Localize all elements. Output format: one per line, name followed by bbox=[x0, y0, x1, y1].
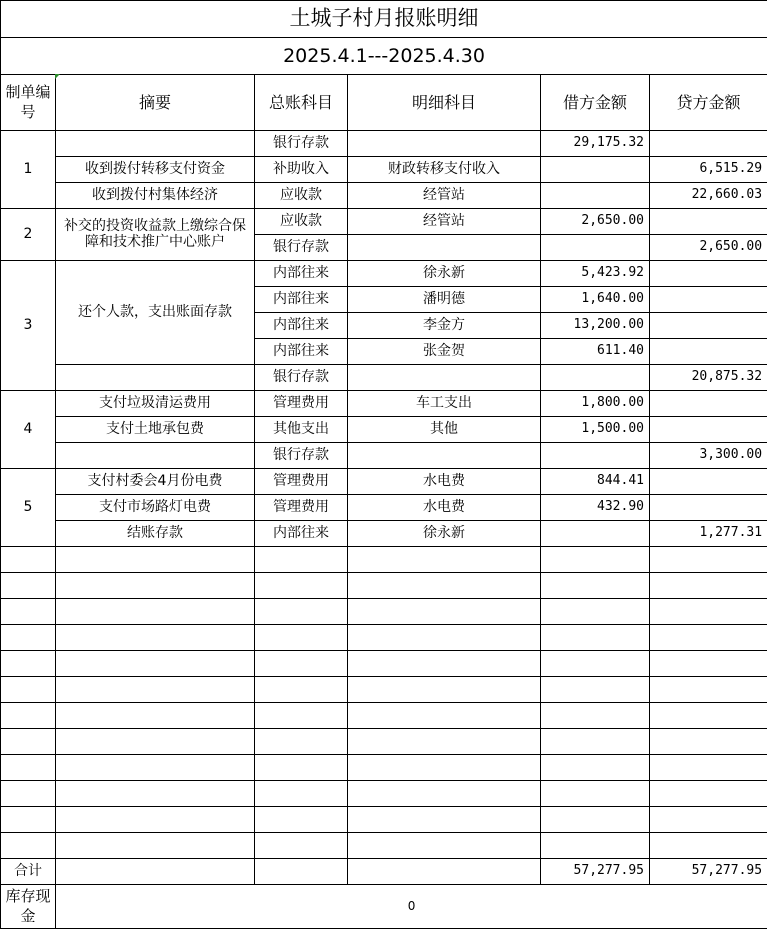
credit-cell bbox=[650, 391, 767, 417]
voucher-number: 2 bbox=[1, 209, 56, 261]
credit-cell: 22,660.03 bbox=[650, 183, 767, 209]
header-credit: 贷方金额 bbox=[650, 75, 767, 131]
account-cell: 管理费用 bbox=[255, 469, 348, 495]
empty-row bbox=[1, 833, 767, 859]
summary-cell: 支付土地承包费 bbox=[56, 417, 255, 443]
detail-cell: 水电费 bbox=[348, 469, 541, 495]
summary-cell: 收到拨付转移支付资金 bbox=[56, 157, 255, 183]
summary-cell bbox=[56, 131, 255, 157]
credit-cell: 6,515.29 bbox=[650, 157, 767, 183]
summary-cell bbox=[56, 443, 255, 469]
debit-cell: 1,640.00 bbox=[541, 287, 650, 313]
debit-cell: 844.41 bbox=[541, 469, 650, 495]
empty-row bbox=[1, 651, 767, 677]
debit-cell: 13,200.00 bbox=[541, 313, 650, 339]
table-row bbox=[1, 443, 767, 469]
table-row bbox=[1, 209, 767, 235]
table-row bbox=[1, 417, 767, 443]
voucher-number: 5 bbox=[1, 469, 56, 547]
detail-cell bbox=[348, 443, 541, 469]
table-row bbox=[1, 521, 767, 547]
debit-cell bbox=[541, 157, 650, 183]
credit-cell bbox=[650, 261, 767, 287]
detail-cell bbox=[348, 365, 541, 391]
total-row bbox=[1, 859, 767, 885]
total-debit: 57,277.95 bbox=[541, 859, 650, 885]
credit-cell bbox=[650, 313, 767, 339]
empty-row bbox=[1, 599, 767, 625]
detail-cell: 李金方 bbox=[348, 313, 541, 339]
summary-cell: 收到拨付村集体经济 bbox=[56, 183, 255, 209]
header-account: 总账科目 bbox=[255, 75, 348, 131]
summary-cell bbox=[56, 365, 255, 391]
debit-cell bbox=[541, 521, 650, 547]
debit-cell bbox=[541, 183, 650, 209]
summary-cell: 结账存款 bbox=[56, 521, 255, 547]
account-cell: 银行存款 bbox=[255, 443, 348, 469]
debit-cell: 1,500.00 bbox=[541, 417, 650, 443]
account-cell: 银行存款 bbox=[255, 365, 348, 391]
total-label: 合计 bbox=[1, 859, 56, 885]
empty-row bbox=[1, 677, 767, 703]
empty-row bbox=[1, 573, 767, 599]
detail-cell: 徐永新 bbox=[348, 521, 541, 547]
account-cell: 管理费用 bbox=[255, 391, 348, 417]
cell-comment-marker bbox=[55, 74, 60, 79]
account-cell: 银行存款 bbox=[255, 131, 348, 157]
account-cell: 应收款 bbox=[255, 209, 348, 235]
credit-cell bbox=[650, 339, 767, 365]
detail-cell: 车工支出 bbox=[348, 391, 541, 417]
header-summary: 摘要 bbox=[56, 75, 255, 131]
voucher-number: 3 bbox=[1, 261, 56, 391]
detail-cell: 潘明德 bbox=[348, 287, 541, 313]
credit-cell bbox=[650, 495, 767, 521]
debit-cell: 29,175.32 bbox=[541, 131, 650, 157]
debit-cell: 432.90 bbox=[541, 495, 650, 521]
credit-cell bbox=[650, 131, 767, 157]
credit-cell: 1,277.31 bbox=[650, 521, 767, 547]
cash-row bbox=[1, 885, 767, 929]
detail-cell bbox=[348, 235, 541, 261]
credit-cell bbox=[650, 417, 767, 443]
voucher-number: 1 bbox=[1, 131, 56, 209]
detail-cell: 经管站 bbox=[348, 209, 541, 235]
debit-cell bbox=[541, 365, 650, 391]
header-detail: 明细科目 bbox=[348, 75, 541, 131]
credit-cell: 20,875.32 bbox=[650, 365, 767, 391]
credit-cell: 3,300.00 bbox=[650, 443, 767, 469]
debit-cell: 611.40 bbox=[541, 339, 650, 365]
account-cell: 内部往来 bbox=[255, 339, 348, 365]
voucher-number: 4 bbox=[1, 391, 56, 469]
table-row bbox=[1, 391, 767, 417]
empty-row bbox=[1, 703, 767, 729]
account-cell: 银行存款 bbox=[255, 235, 348, 261]
table-row bbox=[1, 157, 767, 183]
detail-cell bbox=[348, 131, 541, 157]
account-cell: 内部往来 bbox=[255, 261, 348, 287]
credit-cell: 2,650.00 bbox=[650, 235, 767, 261]
detail-cell: 经管站 bbox=[348, 183, 541, 209]
table-row bbox=[1, 183, 767, 209]
detail-cell: 其他 bbox=[348, 417, 541, 443]
detail-cell: 张金贺 bbox=[348, 339, 541, 365]
credit-cell bbox=[650, 287, 767, 313]
summary-cell: 补交的投资收益款上缴综合保障和技术推广中心账户 bbox=[56, 209, 255, 261]
table-row bbox=[1, 495, 767, 521]
debit-cell: 2,650.00 bbox=[541, 209, 650, 235]
credit-cell bbox=[650, 469, 767, 495]
debit-cell bbox=[541, 443, 650, 469]
summary-cell: 还个人款，支出账面存款 bbox=[56, 261, 255, 365]
header-debit: 借方金额 bbox=[541, 75, 650, 131]
empty-row bbox=[1, 807, 767, 833]
account-cell: 补助收入 bbox=[255, 157, 348, 183]
summary-cell: 支付垃圾清运费用 bbox=[56, 391, 255, 417]
empty-row bbox=[1, 755, 767, 781]
account-cell: 应收款 bbox=[255, 183, 348, 209]
debit-cell bbox=[541, 235, 650, 261]
debit-cell: 5,423.92 bbox=[541, 261, 650, 287]
table-row bbox=[1, 469, 767, 495]
table-row bbox=[1, 261, 767, 287]
cash-value: 0 bbox=[56, 885, 767, 929]
account-cell: 其他支出 bbox=[255, 417, 348, 443]
empty-row bbox=[1, 781, 767, 807]
summary-cell: 支付市场路灯电费 bbox=[56, 495, 255, 521]
total-credit: 57,277.95 bbox=[650, 859, 767, 885]
table-row bbox=[1, 131, 767, 157]
credit-cell bbox=[650, 209, 767, 235]
header-voucher: 制单编号 bbox=[1, 75, 56, 131]
account-cell: 管理费用 bbox=[255, 495, 348, 521]
empty-row bbox=[1, 729, 767, 755]
account-cell: 内部往来 bbox=[255, 287, 348, 313]
empty-row bbox=[1, 625, 767, 651]
cash-label: 库存现金 bbox=[1, 885, 56, 929]
period-range: 2025.4.1---2025.4.30 bbox=[1, 38, 767, 75]
account-cell: 内部往来 bbox=[255, 521, 348, 547]
account-cell: 内部往来 bbox=[255, 313, 348, 339]
table-row bbox=[1, 365, 767, 391]
detail-cell: 水电费 bbox=[348, 495, 541, 521]
debit-cell: 1,800.00 bbox=[541, 391, 650, 417]
detail-cell: 徐永新 bbox=[348, 261, 541, 287]
summary-cell: 支付村委会4月份电费 bbox=[56, 469, 255, 495]
empty-row bbox=[1, 547, 767, 573]
page-title: 土城子村月报账明细 bbox=[1, 1, 767, 38]
detail-cell: 财政转移支付收入 bbox=[348, 157, 541, 183]
